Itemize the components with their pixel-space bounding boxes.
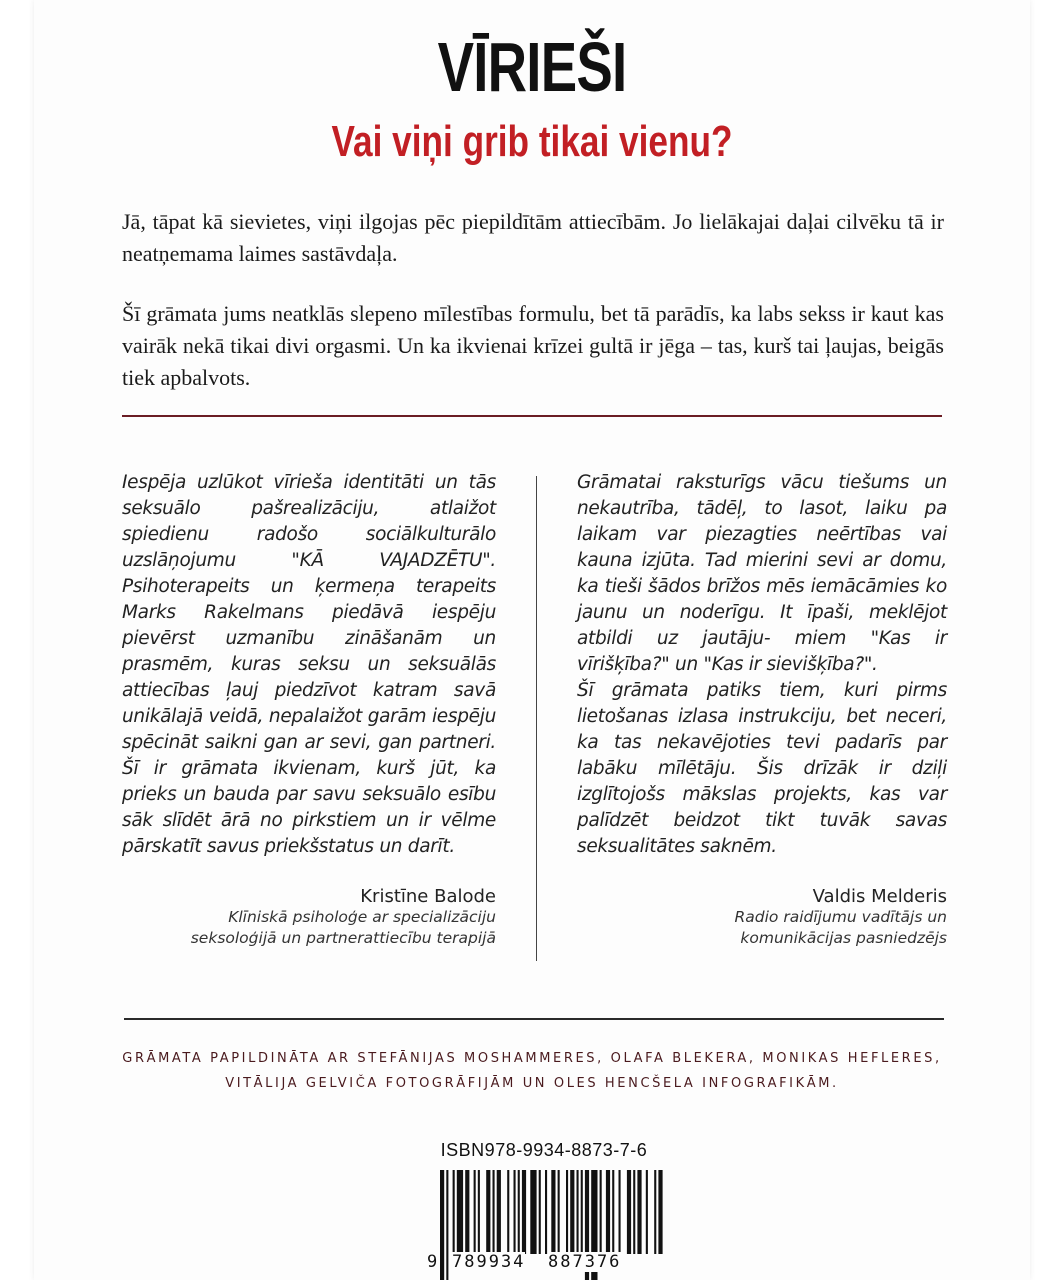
review-right-author-block xyxy=(577,886,947,949)
credits-line-1: GRĀMATA PAPILDINĀTA AR STEFĀNIJAS MOSHAMMERES, OLAFA BLEKERA, MONIKAS HEFLERES, xyxy=(122,1051,942,1066)
intro-paragraph-2: Šī grāmata jums neatklās slepeno mīlestības formulu, bet tā parādīs, ka labs sekss ir kaut kas vairāk nekā tikai divi orgasmi. Un ka ikvienai krīzei gultā ir jēga – tas, kurš tai ļaujas, beigās tiek apbalvots. xyxy=(122,301,944,390)
barcode-bar xyxy=(646,1170,648,1254)
barcode-bar xyxy=(453,1170,455,1254)
review-right-role-1: Radio raidījumu vadītājs un xyxy=(734,908,947,926)
intro-paragraph-1: Jā, tāpat kā sievietes, viņi ilgojas pēc piepildītām attiecībām. Jo lielākajai daļai cilvēku tā ir neatņemama laimes sastāvdaļa. xyxy=(122,209,944,266)
review-left-author: Kristīne Balode xyxy=(360,886,496,907)
review-right xyxy=(577,470,947,860)
isbn-label: ISBN978-9934-8873-7-6 xyxy=(440,1140,648,1160)
review-right-text-2: Šī grāmata patiks tiem, kuri pirms lietošanas izlasa instrukciju, bet neceri, ka tas nekavējoties tevi padarīs par labāku mīlētāju. Šis drīzāk ir dziļi izglītojošs mākslas projekts, kas var palīdzēt beidzot tikt tuvāk savas seksualitātes saknēm. xyxy=(577,680,947,857)
barcode-bar xyxy=(446,1170,448,1280)
barcode-bar xyxy=(566,1170,568,1254)
credits-line-2: VITĀLIJA GELVIČA FOTOGRĀFIJĀM UN OLES HENCŠELA INFOGRAFIKĀM. xyxy=(225,1076,839,1091)
barcode-bar xyxy=(493,1170,495,1254)
barcode-bar xyxy=(558,1170,560,1254)
column-divider xyxy=(536,476,537,961)
barcode-bar xyxy=(600,1170,602,1254)
review-left-role-1: Klīniskā psiholoģe ar specializāciju xyxy=(228,908,496,926)
barcode-bar xyxy=(457,1170,463,1254)
book-subtitle: Vai viņi grib tikai vienu? xyxy=(331,117,733,166)
barcode-bar xyxy=(514,1170,516,1254)
review-right-author: Valdis Melderis xyxy=(812,886,947,907)
barcode-bar xyxy=(474,1170,476,1254)
barcode-bar xyxy=(581,1170,583,1254)
barcode-bar xyxy=(507,1170,509,1254)
barcode-bar xyxy=(539,1170,541,1254)
review-left-text: Iespēja uzlūkot vīrieša identitāti un tās seksuālo pašrealizāciju, atlaižot spiedienu radošo sociālkulturālo uzslāņojumu "KĀ VAJADZĒTU". Psihoterapeits un ķermeņa terapeits Marks Rakelmans piedāvā iespēju pievērst uzmanību zināšanām un prasmēm, kuras seksu un seksuālās attiecības ļauj piedzīvot katram savā unikālajā veidā, nepalaižot garām iespēju spēcināt saikni gan ar sevi, gan partneri. Šī ir grāmata ikvienam, kurš jūt, ka prieks un bauda par savu seksuālo esību sāk slīdēt ārā no pirkstiem un ir vēlme pārskatīt savus priekšstatus un darīt. xyxy=(122,472,496,857)
barcode-bar xyxy=(606,1170,610,1254)
barcode-bar xyxy=(518,1170,520,1254)
barcode-bar xyxy=(577,1170,579,1254)
barcode-bar xyxy=(486,1170,490,1254)
barcode-bar xyxy=(545,1170,547,1254)
barcode-digit-first: 9 xyxy=(427,1252,440,1272)
review-left-author-block xyxy=(122,886,496,949)
review-right-role-2: komunikācijas pasniedzējs xyxy=(740,929,947,947)
barcode-bar xyxy=(497,1170,501,1254)
barcode-bar xyxy=(658,1170,662,1254)
barcode-bar xyxy=(465,1170,469,1254)
barcode-bar xyxy=(570,1170,574,1254)
barcode-bar xyxy=(440,1170,444,1280)
barcode-bar xyxy=(612,1170,614,1254)
barcode-bar xyxy=(619,1170,621,1254)
barcode-bar xyxy=(627,1170,631,1254)
barcode-bar xyxy=(551,1170,555,1254)
review-left-role-2: seksoloģijā un partnerattiecību terapijā xyxy=(190,929,496,947)
barcode-bar xyxy=(522,1170,526,1254)
barcode-bar xyxy=(530,1170,536,1254)
review-left xyxy=(122,470,496,860)
divider-top xyxy=(122,415,942,417)
barcode-bar xyxy=(478,1170,480,1254)
barcode-bar xyxy=(633,1170,635,1254)
barcode-digits-right: 887376 xyxy=(548,1252,622,1272)
review-right-text-1: Grāmatai raksturīgs vācu tiešums un nekautrība, tādēļ, to lasot, laiku pa laikam var piezagties neērtības vai kauna izjūta. Tad mierini sevi ar domu, ka tieši šādos brīžos mēs iemācāmies ko jaunu un noderīgu. It īpaši, meklējot atbildi uz jautāju- miem "Kas ir vīrišķība?" un "Kas ir sievišķība?". xyxy=(577,472,947,675)
barcode-bar xyxy=(637,1170,641,1254)
book-title: VĪRIEŠI xyxy=(437,28,627,106)
barcode-digits-left: 789934 xyxy=(452,1252,526,1272)
credits xyxy=(0,1046,1064,1096)
barcode-bar xyxy=(654,1170,656,1254)
divider-bottom xyxy=(124,1018,944,1020)
